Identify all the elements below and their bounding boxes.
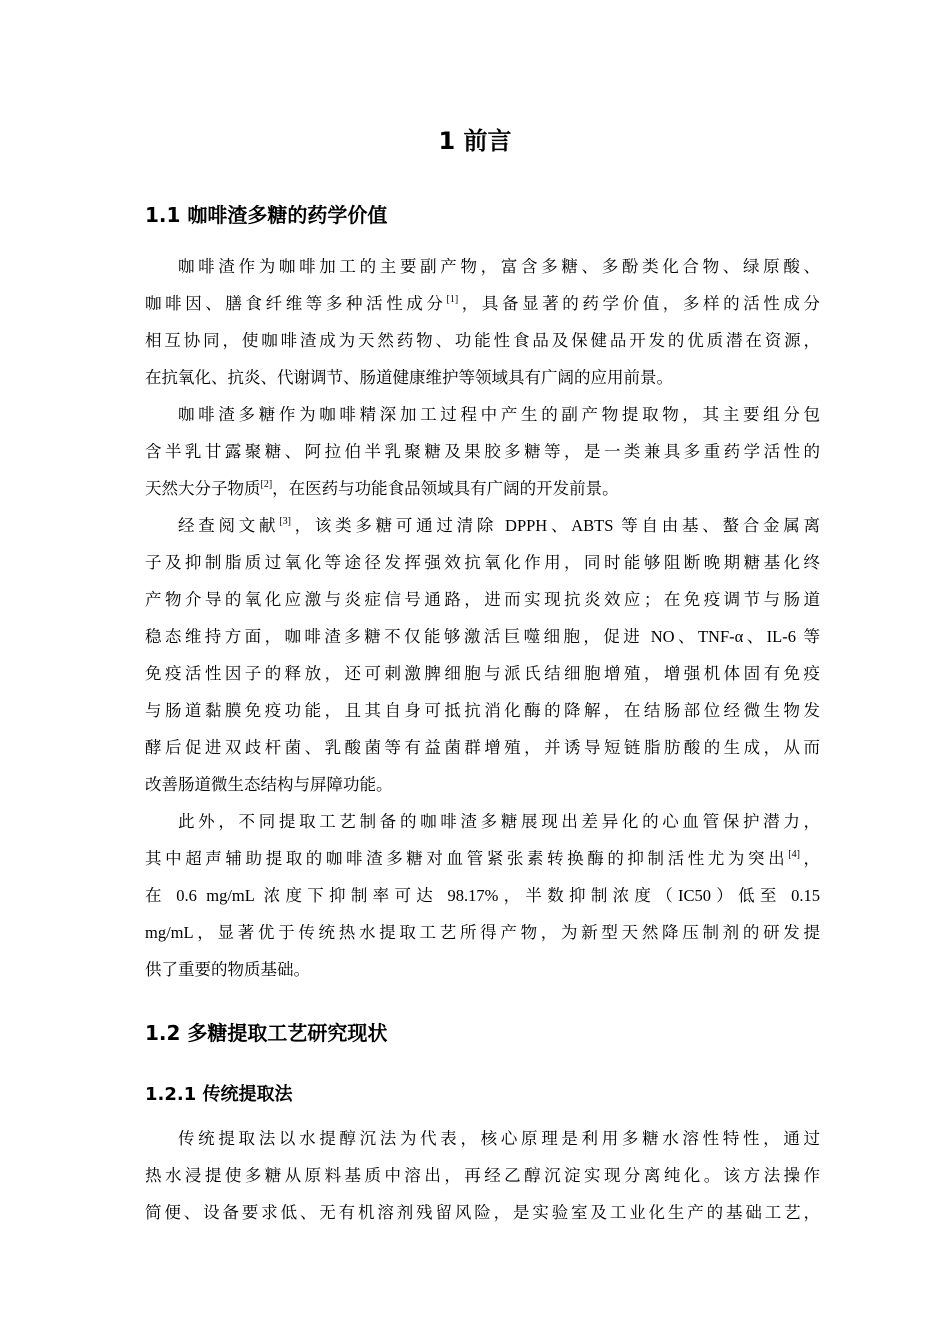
- text-run: 咖啡因、膳食纤维等多种活性成分: [145, 294, 447, 313]
- paragraph-line: 咖啡渣多糖作为咖啡精深加工过程中产生的副产物提取物，其主要组分包: [178, 405, 820, 424]
- citation-ref: [2]: [260, 479, 273, 490]
- paragraph-line: 与肠道黏膜免疫功能，且其自身可抵抗消化酶的降解，在结肠部位经微生物发: [145, 701, 820, 720]
- paragraph-line: 含半乳甘露聚糖、阿拉伯半乳聚糖及果胶多糖等，是一类兼具多重药学活性的: [145, 442, 820, 461]
- text-run: 其中超声辅助提取的咖啡渣多糖对血管紧张素转换酶的抑制活性尤为突出: [145, 849, 789, 868]
- paragraph-line: 免疫活性因子的释放，还可刺激脾细胞与派氏结细胞增殖，增强机体固有免疫: [145, 664, 820, 683]
- citation-ref: [1]: [446, 294, 459, 305]
- paragraph-line: 酵后促进双歧杆菌、乳酸菌等有益菌群增殖，并诱导短链脂肪酸的生成，从而: [145, 738, 820, 757]
- section-heading-1-2: 1.2 多糖提取工艺研究现状: [145, 1021, 388, 1045]
- citation-ref: [4]: [788, 849, 800, 860]
- text-run: 经查阅文献: [178, 516, 280, 535]
- paragraph-4: [145, 803, 820, 988]
- text-run: ，: [799, 849, 821, 868]
- paragraph-line: [145, 840, 820, 877]
- paragraph-line: 传统提取法以水提醇沉法为代表，核心原理是利用多糖水溶性特性，通过: [178, 1129, 820, 1148]
- citation-ref: [3]: [279, 516, 291, 527]
- paragraph-line: [145, 470, 820, 507]
- paragraph-line: 简便、设备要求低、无有机溶剂残留风险，是实验室及工业化生产的基础工艺，: [145, 1203, 820, 1222]
- paragraph-line: 在抗氧化、抗炎、代谢调节、肠道健康维护等领域具有广阔的应用前景。: [145, 368, 673, 387]
- chapter-title: 1 前言: [438, 127, 512, 155]
- paragraph-line: 子及抑制脂质过氧化等途径发挥强效抗氧化作用，同时能够阻断晚期糖基化终: [145, 553, 820, 572]
- paragraph-line: 供了重要的物质基础。: [145, 960, 310, 979]
- paragraph-line: 咖啡渣作为咖啡加工的主要副产物，富含多糖、多酚类化合物、绿原酸、: [178, 257, 820, 276]
- text-run: ，具备显著的药学价值，多样的活性成分: [458, 294, 821, 313]
- section-heading-1-1: 1.1 咖啡渣多糖的药学价值: [145, 203, 388, 227]
- paragraph-1: [145, 248, 820, 396]
- text-run: 天然大分子物质: [145, 479, 261, 498]
- paragraph-line: 改善肠道微生态结构与屏障功能。: [145, 775, 393, 794]
- paragraph-line: 产物介导的氧化应激与炎症信号通路，进而实现抗炎效应；在免疫调节与肠道: [145, 590, 820, 609]
- paragraph-line: 在 0.6 mg/mL 浓度下抑制率可达 98.17%，半数抑制浓度（IC50）低至 0.15: [145, 886, 820, 905]
- subsection-heading-1-2-1: 1.2.1 传统提取法: [145, 1084, 293, 1105]
- text-run: ，在医药与功能食品领域具有广阔的开发前景。: [272, 479, 619, 498]
- paragraph-line: [145, 285, 820, 322]
- paragraph-line: 热水浸提使多糖从原料基质中溶出，再经乙醇沉淀实现分离纯化。该方法操作: [145, 1166, 820, 1185]
- text-run: ，该类多糖可通过清除 DPPH、ABTS 等自由基、螯合金属离: [290, 516, 820, 535]
- paragraph-5: [145, 1120, 820, 1231]
- paragraph-line: 稳态维持方面，咖啡渣多糖不仅能够激活巨噬细胞，促进 NO、TNF-α、IL-6 等: [145, 627, 820, 646]
- paragraph-line: [145, 507, 820, 544]
- paragraph-2: [145, 396, 820, 507]
- paragraph-line: 此外，不同提取工艺制备的咖啡渣多糖展现出差异化的心血管保护潜力，: [178, 812, 820, 831]
- paragraph-line: 相互协同，使咖啡渣成为天然药物、功能性食品及保健品开发的优质潜在资源，: [145, 331, 820, 350]
- paragraph-3: [145, 507, 820, 803]
- paragraph-line: mg/mL，显著优于传统热水提取工艺所得产物，为新型天然降压制剂的研发提: [145, 923, 820, 942]
